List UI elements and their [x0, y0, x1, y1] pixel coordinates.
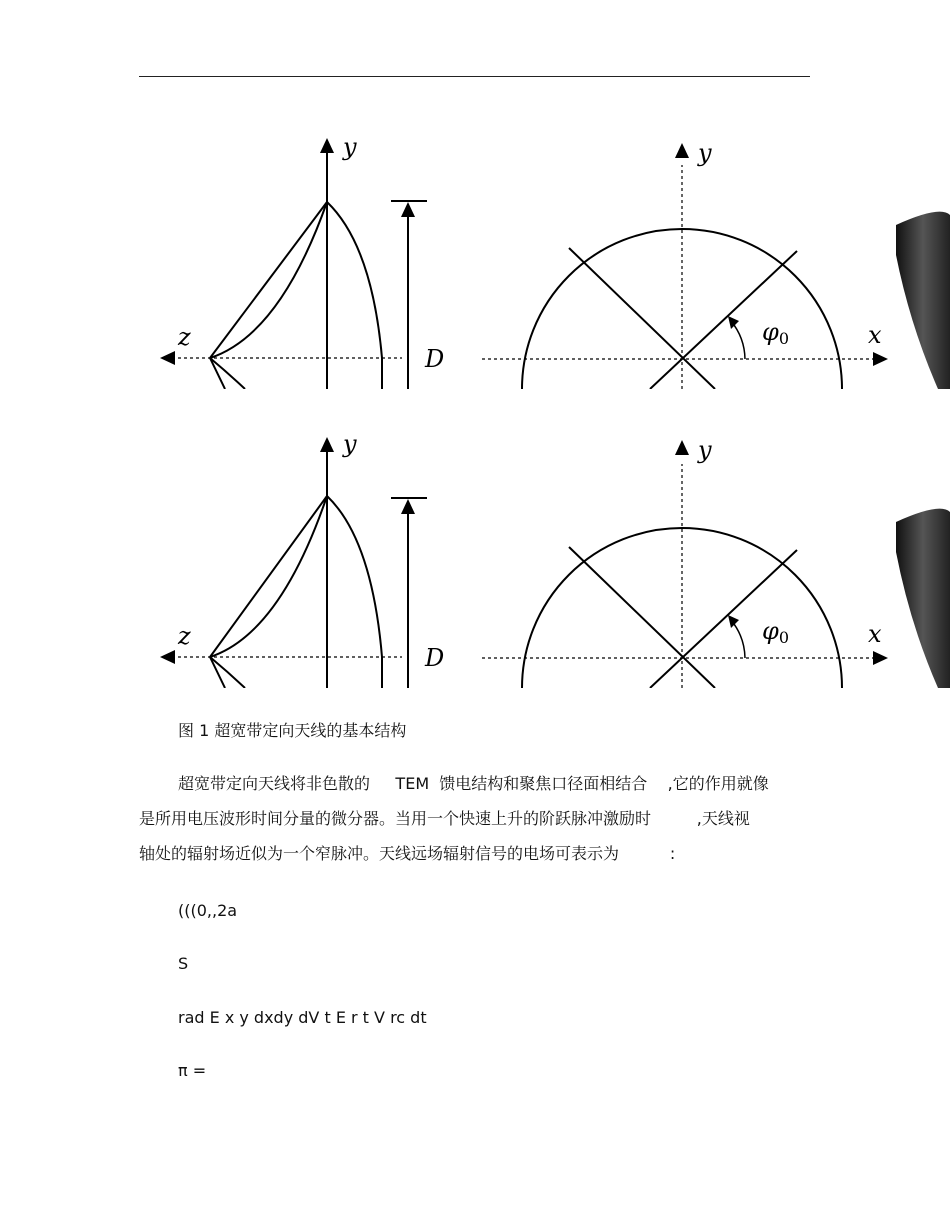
feed-line-lower [210, 358, 245, 389]
feed-line-lower-straight [210, 657, 225, 688]
figure-caption: 图 1 超宽带定向天线的基本结构 [178, 721, 407, 740]
equation-fragment-3: rad E x y dxdy dV t E r t V rc dt [178, 1008, 427, 1027]
antenna-structure-diagram [140, 135, 950, 389]
header-rule [139, 76, 810, 77]
x-axis-arrow-icon [873, 352, 888, 366]
angle-label: φ0 [762, 617, 789, 647]
paragraph-line-2: 是所用电压波形时间分量的微分器。当用一个快速上升的阶跃脉冲激励时 ,天线视 [139, 809, 750, 828]
z-axis-arrow-icon [160, 351, 175, 365]
front-y-axis-arrow-icon [675, 143, 689, 158]
equation-fragment-4: π = [178, 1061, 207, 1080]
figure-panel-1 [140, 135, 950, 389]
feed-line-straight [210, 496, 327, 657]
x-axis-label: x [868, 620, 882, 648]
y-axis-label: y [343, 135, 357, 161]
equation-fragment-1: (((0,,2a [178, 901, 238, 920]
dimension-arrow-icon [401, 202, 415, 217]
z-axis-label: z [178, 622, 191, 650]
front-y-axis-label: y [698, 436, 712, 464]
feed-line-straight [210, 202, 327, 358]
dimension-arrow-icon [401, 499, 415, 514]
reflector-profile [327, 496, 382, 688]
feed-arm-left [569, 248, 715, 389]
reflector-profile [327, 202, 382, 389]
x-axis-label: x [868, 321, 882, 349]
y-axis-arrow-icon [320, 437, 334, 452]
z-axis-arrow-icon [160, 650, 175, 664]
angle-arrow-icon [728, 615, 739, 628]
feed-line-lower-straight [210, 358, 225, 389]
y-axis-arrow-icon [320, 138, 334, 153]
front-y-axis-label: y [698, 139, 712, 167]
diameter-label: D [425, 345, 445, 373]
dish-3d-image [896, 212, 950, 389]
feed-line-lower [210, 657, 245, 688]
equation-fragment-2: S [178, 954, 189, 973]
paragraph-line-3: 轴处的辐射场近似为一个窄脉冲。天线远场辐射信号的电场可表示为 : [139, 844, 676, 863]
antenna-structure-diagram-repeat [140, 434, 950, 688]
angle-label: φ0 [762, 318, 789, 348]
front-y-axis-arrow-icon [675, 440, 689, 455]
dish-3d-image [896, 509, 950, 688]
paragraph-line-1: 超宽带定向天线将非色散的 TEM 馈电结构和聚焦口径面相结合 ,它的作用就像 [178, 774, 769, 793]
diameter-label: D [425, 644, 445, 672]
feed-arm-left [569, 547, 715, 688]
figure-panel-2 [140, 434, 950, 688]
x-axis-arrow-icon [873, 651, 888, 665]
angle-arrow-icon [728, 316, 739, 329]
y-axis-label: y [343, 434, 357, 458]
z-axis-label: z [178, 323, 191, 351]
